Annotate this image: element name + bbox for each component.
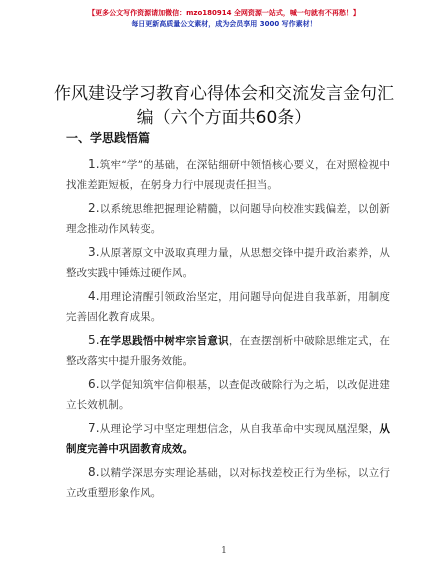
quote-item	[66, 330, 390, 371]
promo-banner-line-2: 每日更新高质量公文素材，成为会员享用 3000 写作素材！	[131, 20, 317, 28]
quote-item-text: 以系统思维把握理论精髓，以问题导向校准实践偏差，以创新理念推动作风转变。	[66, 203, 390, 235]
quote-item-bold-text: 从制度完善中巩固教育成效。	[66, 423, 390, 455]
quote-item-text: 以精学深思夯实理论基础，以对标找差校正行为坐标，以立行立改重塑形象作风。	[66, 467, 390, 499]
quote-item-text: 从原著原文中汲取真理力量，从思想交锋中提升政治素养，从整改实践中锤炼过硬作风。	[66, 247, 390, 279]
quote-item-number: 7.	[88, 421, 100, 435]
promo-banner-line-1: 【更多公文写作资源请加微信：mzo180914 全网资源一站式，喊一句就有不再愁！】	[88, 9, 360, 17]
quote-item-number: 5.	[88, 333, 100, 347]
quote-item-number: 8.	[88, 465, 100, 479]
quote-item	[66, 154, 390, 195]
quote-item	[66, 418, 390, 459]
quote-item-number: 1.	[88, 157, 100, 171]
quote-item	[66, 462, 390, 503]
quote-item-bold-text: 在学思践悟中树牢宗旨意识	[99, 335, 229, 347]
quote-item-text: 用理论清醒引领政治坚定，用问题导向促进自我革新，用制度完善固化教育成果。	[66, 291, 390, 323]
quote-item-number: 2.	[88, 201, 100, 215]
document-title: 作风建设学习教育心得体会和交流发言金句汇编（六个方面共60条）	[54, 84, 394, 128]
quote-list	[66, 154, 390, 506]
section-heading: 一、学思践悟篇	[66, 131, 151, 145]
quote-item-text: ，在查摆剖析中破除思维定式，在整改落实中提升服务效能。	[66, 335, 391, 367]
page-number: 1	[221, 546, 227, 556]
quote-item	[66, 374, 390, 415]
quote-item	[66, 286, 390, 327]
quote-item-text: 筑牢“学”的基础，在深钻细研中领悟核心要义，在对照检视中找准差距短板，在躬身力行中展现责任担当。	[66, 159, 390, 191]
quote-item	[66, 198, 390, 239]
quote-item-text: 以学促知筑牢信仰根基，以查促改破除行为之垢，以改促进建立长效机制。	[66, 379, 390, 411]
quote-item	[66, 242, 390, 283]
promo-banner	[0, 8, 448, 30]
quote-item-number: 4.	[88, 289, 100, 303]
quote-item-text: 从理论学习中坚定理想信念，从自我革命中实现凤凰涅槃，	[99, 423, 380, 435]
quote-item-number: 3.	[88, 245, 100, 259]
quote-item-number: 6.	[88, 377, 100, 391]
